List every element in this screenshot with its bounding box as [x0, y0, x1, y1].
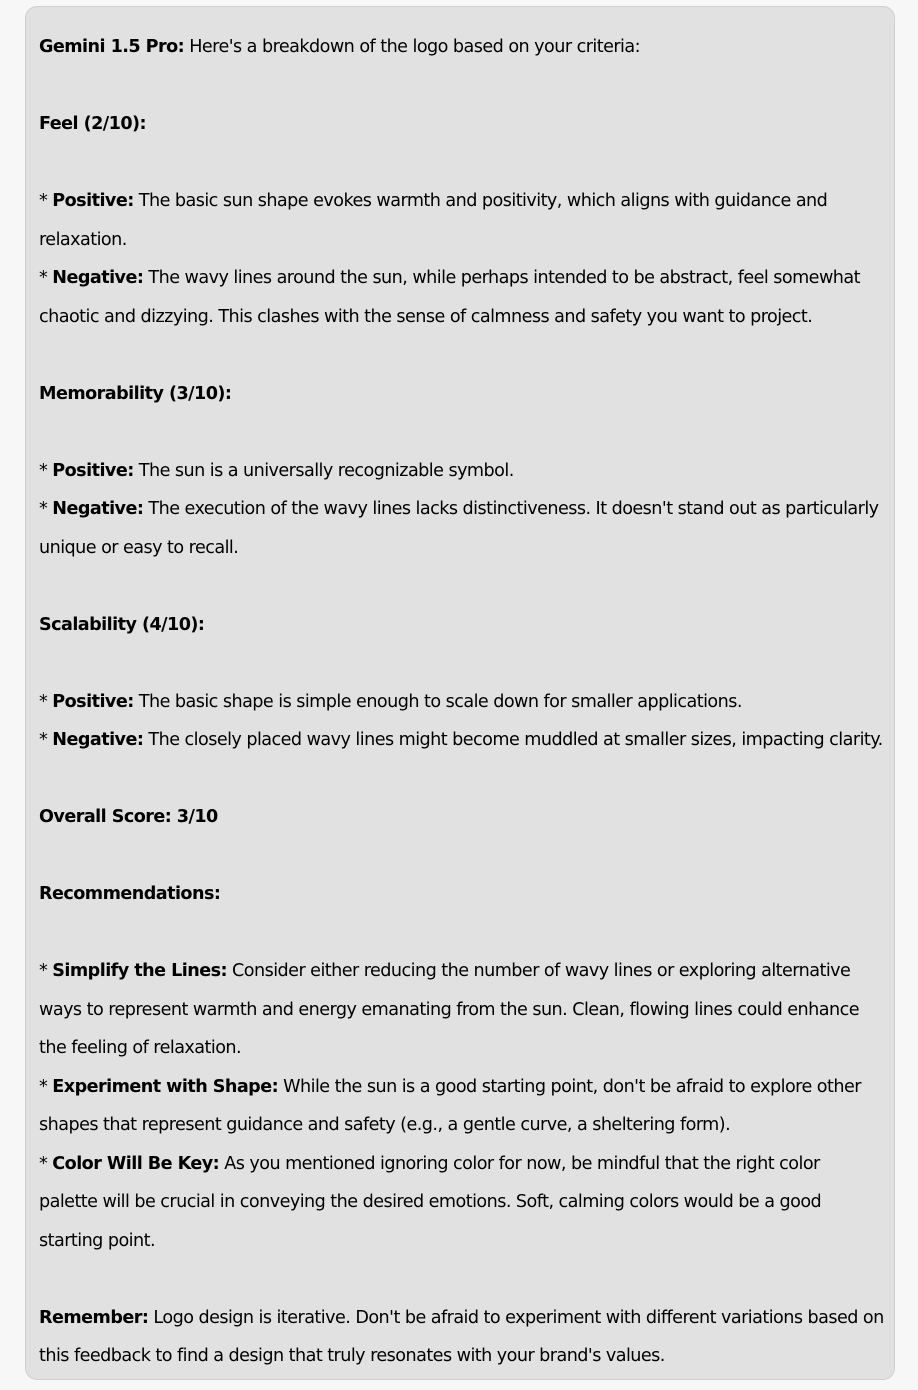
overall-score: Overall Score: 3/10 — [39, 807, 218, 827]
recommendations-heading: Recommendations: — [39, 884, 221, 904]
memorability-negative: * Negative: The execution of the wavy lines lacks distinctiveness. It doesn't stand out as particularly — [39, 499, 879, 519]
scalability-heading: Scalability (4/10): — [39, 614, 205, 635]
message-intro: Gemini 1.5 Pro: Here's a breakdown of the logo based on your criteria: — [39, 37, 640, 57]
recommendation-simplify: * Simplify the Lines: Consider either reducing the number of wavy lines or exploring alternative — [39, 961, 851, 981]
recommendation-shape: * Experiment with Shape: While the sun is a good starting point, don't be afraid to explore other — [39, 1076, 861, 1097]
scalability-positive: * Positive: The basic shape is simple enough to scale down for smaller applications. — [39, 691, 742, 712]
memorability-positive: * Positive: The sun is a universally recognizable symbol. — [39, 460, 514, 481]
recommendation-color: * Color Will Be Key: As you mentioned ignoring color for now, be mindful that the right color — [39, 1153, 820, 1174]
feel-positive: * Positive: The basic sun shape evokes warmth and positivity, which aligns with guidance and — [39, 191, 828, 211]
remember-note: Remember: Logo design is iterative. Don't be afraid to experiment with different variations based on — [39, 1307, 884, 1328]
feel-negative-cont: chaotic and dizzying. This clashes with the sense of calmness and safety you want to project. — [39, 306, 813, 327]
memorability-negative-cont: unique or easy to recall. — [39, 537, 239, 558]
chat-message-bubble — [25, 6, 895, 1380]
recommendation-color-cont2: starting point. — [39, 1230, 155, 1251]
remember-note-cont: this feedback to find a design that truly resonates with your brand's values. — [39, 1346, 665, 1366]
recommendation-color-cont: palette will be crucial in conveying the desired emotions. Soft, calming colors would be a good — [39, 1192, 822, 1212]
speaker-name: Gemini 1.5 Pro: — [39, 37, 185, 57]
recommendation-simplify-cont2: the feeling of relaxation. — [39, 1038, 242, 1058]
feel-negative: * Negative: The wavy lines around the sun, while perhaps intended to be abstract, feel somewhat — [39, 268, 860, 288]
feel-heading: Feel (2/10): — [39, 114, 146, 134]
recommendation-simplify-cont: ways to represent warmth and energy emanating from the sun. Clean, flowing lines could enhance — [39, 999, 859, 1020]
feel-positive-cont: relaxation. — [39, 229, 127, 250]
scalability-negative: * Negative: The closely placed wavy lines might become muddled at smaller sizes, impacting clarity. — [39, 730, 883, 750]
memorability-heading: Memorability (3/10): — [39, 383, 232, 404]
recommendation-shape-cont: shapes that represent guidance and safety (e.g., a gentle curve, a sheltering form). — [39, 1115, 731, 1135]
